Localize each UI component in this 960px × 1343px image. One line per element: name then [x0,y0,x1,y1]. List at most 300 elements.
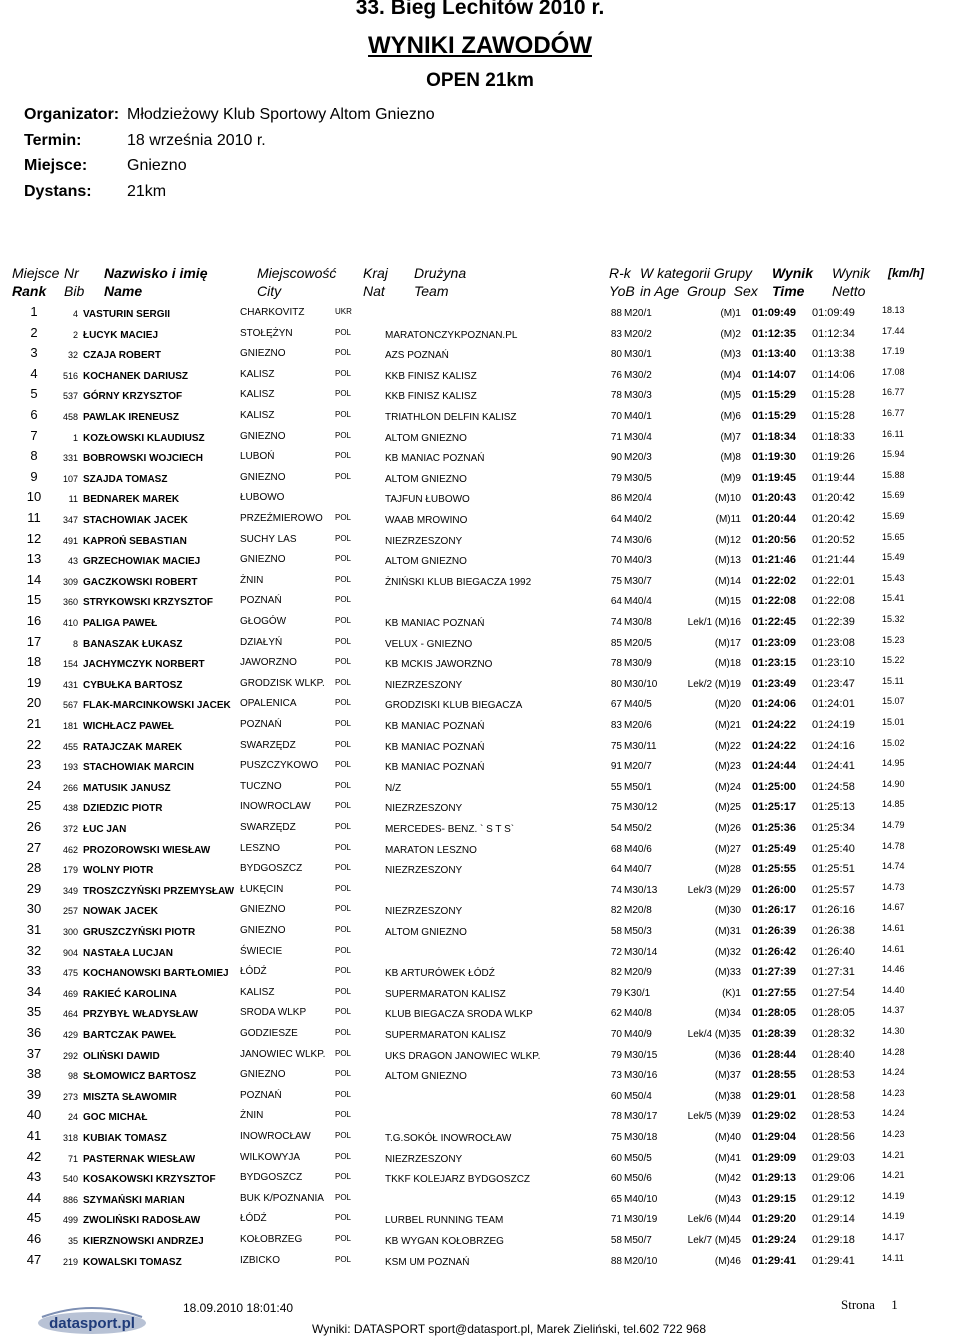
nat-cell: POL [335,389,352,399]
category-cell: K30/1 [624,987,651,999]
runner-name: SZYMAŃSKI MARIAN [83,1194,185,1206]
speed-cell: 15.65 [882,531,905,542]
table-row [0,1127,960,1147]
city-cell: GNIEZNO [240,925,286,936]
category-cell: M30/16 [624,1070,658,1082]
city-cell: KALISZ [240,986,275,998]
speed-cell: 14.19 [882,1211,905,1222]
runner-name: NOWAK JACEK [83,906,159,918]
city-cell: KALISZ [240,389,275,401]
sex-rank-cell: Lek/7 (M)45 [687,1235,741,1246]
netto-cell: 01:28:53 [812,1110,855,1123]
bib-cell: 491 [62,535,78,546]
page-title: 33. Bieg Lechitów 2010 r. [355,0,605,19]
category-cell: M30/1 [624,349,652,361]
team-cell: ALTOM GNIEZNO [385,473,467,485]
city-cell: SRODA WLKP [240,1007,307,1019]
header-group: W kategorii Grupy in Age Group Sex [640,265,758,299]
runner-name: PAWLAK IRENEUSZ [83,412,179,423]
table-row [0,488,960,508]
rank-cell: 8 [30,448,38,464]
rank-cell: 30 [26,901,42,917]
team-cell: ALTOM GNIEZNO [385,556,467,568]
nat-cell: POL [335,451,352,461]
time-cell: 01:24:06 [752,698,797,711]
sex-rank-cell: (M)7 [720,431,741,443]
rank-cell: 15 [26,592,42,608]
bib-cell: 886 [62,1194,78,1205]
netto-cell: 01:25:40 [812,842,855,855]
category-cell: M20/3 [624,452,652,464]
yob-cell: 75 [610,575,622,587]
runner-name: MISZTA SŁAWOMIR [83,1091,177,1103]
date-label: Termin: [24,132,82,149]
speed-cell: 14.61 [882,943,905,954]
time-cell: 01:15:29 [752,410,797,422]
header-team: Drużyna Team [414,265,467,299]
time-cell: 01:29:04 [752,1131,797,1143]
team-cell: SUPERMARATON KALISZ [385,1030,506,1041]
rank-cell: 31 [26,922,42,937]
nat-cell: POL [335,966,352,976]
sex-rank-cell: (M)36 [714,1049,741,1061]
time-cell: 01:19:30 [752,451,797,464]
yob-cell: 55 [610,781,622,793]
speed-cell: 14.61 [882,923,905,933]
bib-cell: 349 [62,885,78,896]
table-row [0,756,960,776]
sex-rank-cell: (M)20 [714,699,741,711]
rank-cell: 34 [26,983,42,999]
bib-cell: 4 [72,309,78,319]
runner-name: PRZYBYŁ WŁADYSŁAW [83,1009,198,1021]
time-cell: 01:20:44 [752,513,797,525]
team-cell: NIEZRZESZONY [385,1153,463,1165]
speed-cell: 15.01 [882,717,905,727]
runner-name: CYBUŁKA BARTOSZ [83,679,183,691]
team-cell: MERCEDES- BENZ. ` S T S` [385,824,515,835]
runner-name: ZWOLIŃSKI RADOSŁAW [83,1215,201,1227]
runner-name: SŁOMOWICZ BARTOSZ [83,1071,197,1083]
runner-name: OLIŃSKI DAWID [83,1050,160,1062]
bib-cell: 475 [62,968,78,979]
time-cell: 01:21:46 [752,554,797,567]
sex-rank-cell: (M)24 [714,781,741,793]
table-row [0,1045,960,1065]
speed-cell: 14.67 [882,902,905,913]
bib-cell: 516 [62,370,78,381]
netto-cell: 01:24:01 [812,698,855,711]
sex-rank-cell: (M)22 [714,740,741,752]
city-cell: SWARZĘDZ [240,822,296,833]
table-row [0,983,960,1003]
speed-cell: 15.23 [882,634,905,645]
rank-cell: 41 [26,1128,42,1143]
netto-cell: 01:25:13 [812,801,855,814]
team-cell: UKS DRAGON JANOWIEC WLKP. [385,1050,541,1062]
bib-cell: 458 [62,412,78,422]
runner-name: KIERZNOWSKI ANDRZEJ [83,1236,204,1247]
runner-name: BARTCZAK PAWEŁ [83,1030,177,1041]
nat-cell: POL [335,574,352,584]
netto-cell: 01:20:52 [812,533,855,546]
team-cell: KB ARTURÓWEK ŁÓDŹ [385,968,495,980]
runner-name: GACZKOWSKI ROBERT [83,576,198,588]
runner-name: RAKIEĆ KAROLINA [83,988,177,1000]
category-cell: M30/15 [624,1049,658,1061]
category-cell: M50/7 [624,1235,652,1246]
speed-cell: 18.13 [882,305,905,315]
speed-cell: 14.24 [882,1108,905,1119]
netto-cell: 01:22:08 [812,595,855,608]
table-row [0,344,960,364]
table-row [0,1168,960,1188]
city-cell: PUSZCZYKOWO [240,760,319,772]
rank-cell: 46 [26,1231,42,1246]
rank-cell: 19 [26,674,42,690]
city-cell: LUBOŃ [240,451,275,463]
netto-cell: 01:28:56 [812,1131,855,1143]
speed-cell: 14.30 [882,1026,905,1036]
sex-rank-cell: (M)18 [714,658,741,670]
speed-cell: 14.24 [882,1067,905,1078]
sex-rank-cell: (M)32 [714,946,741,958]
city-cell: JAWORZNO [240,657,297,669]
speed-cell: 14.79 [882,820,905,830]
bib-cell: 360 [62,597,78,608]
organizer-value: Młodzieżowy Klub Sportowy Altom Gniezno [127,106,435,123]
speed-cell: 15.41 [882,593,905,604]
organizer-label: Organizator: [24,106,120,123]
runner-name: VASTURIN SERGII [83,309,171,320]
city-cell: JANOWIEC WLKP. [240,1048,326,1060]
sex-rank-cell: (M)1 [720,308,741,319]
city-cell: ŚWIECIE [240,945,283,957]
speed-cell: 14.11 [882,1252,904,1263]
rank-cell: 4 [30,365,38,381]
bib-cell: 11 [68,494,78,505]
rank-cell: 35 [26,1004,42,1020]
speed-cell: 14.78 [882,840,905,851]
sex-rank-cell: (M)40 [714,1132,741,1143]
runner-name: KAPROŃ SEBASTIAN [83,535,187,547]
sex-rank-cell: (M)41 [714,1152,741,1164]
nat-cell: POL [335,513,352,522]
rank-cell: 10 [26,489,42,505]
sex-rank-cell: (M)21 [714,720,741,731]
sex-rank-cell: (M)17 [714,637,741,649]
team-cell: KB MANIAC POZNAŃ [385,453,485,465]
team-cell: TRIATHLON DELFIN KALISZ [385,412,517,423]
nat-cell: UKR [335,307,352,316]
time-cell: 01:22:08 [752,595,797,608]
sex-rank-cell: (M)3 [720,349,741,361]
table-row [0,1106,960,1126]
category-cell: M20/4 [624,493,652,505]
category-cell: M40/2 [624,514,652,525]
runner-name: KOWALSKI TOMASZ [83,1256,182,1268]
runner-name: DZIEDZIC PIOTR [83,803,163,815]
city-cell: ŁÓDŹ [240,966,267,978]
nat-cell: POL [335,1234,352,1243]
table-row [0,324,960,344]
table-row [0,612,960,632]
table-row [0,1065,960,1085]
city-cell: PRZEŹMIEROWO [240,513,323,524]
time-cell: 01:18:34 [752,430,797,443]
sex-rank-cell: (M)4 [720,369,741,381]
table-row [0,365,960,385]
time-cell: 01:25:49 [752,842,797,855]
category-cell: M30/4 [624,431,652,443]
bib-cell: 469 [62,988,78,999]
table-row [0,633,960,653]
category-cell: M20/8 [624,905,652,917]
time-cell: 01:23:49 [752,677,797,690]
netto-cell: 01:13:38 [812,348,855,361]
netto-cell: 01:12:34 [812,327,855,340]
bib-cell: 71 [67,1153,78,1164]
category-cell: M50/4 [624,1090,652,1102]
speed-cell: 14.90 [882,778,905,789]
city-cell: GODZIESZE [240,1028,298,1039]
city-cell: STOŁĘŻYN [240,327,293,339]
sex-rank-cell: (M)9 [720,472,741,484]
print-timestamp: 18.09.2010 18:01:40 [183,1301,294,1315]
netto-cell: 01:20:42 [812,513,855,525]
team-cell: NIEZRZESZONY [385,906,463,918]
runner-name: ŁUCYK MACIEJ [83,329,159,341]
netto-cell: 01:26:40 [812,945,855,958]
yob-cell: 82 [610,967,622,979]
speed-cell: 15.43 [882,572,905,583]
nat-cell: POL [335,719,352,728]
speed-cell: 15.69 [882,490,905,501]
city-cell: ŁUKĘCIN [240,883,284,895]
speed-cell: 14.73 [882,881,905,892]
yob-cell: 74 [610,617,622,628]
speed-cell: 15.02 [882,737,905,748]
city-cell: GNIEZNO [240,1069,286,1081]
netto-cell: 01:21:44 [812,554,855,567]
nat-cell: POL [335,1192,352,1202]
nat-cell: POL [335,1172,352,1182]
netto-cell: 01:28:32 [812,1028,855,1040]
rank-cell: 47 [26,1251,42,1267]
nat-cell: POL [335,677,352,687]
yob-cell: 76 [610,369,622,381]
nat-cell: POL [335,471,352,481]
sex-rank-cell: (M)33 [714,967,741,979]
sex-rank-cell: (M)10 [714,493,741,505]
yob-cell: 75 [610,802,622,814]
city-cell: OPALENICA [240,698,297,710]
category-cell: M40/7 [624,864,652,876]
speed-cell: 15.69 [882,511,905,521]
yob-cell: 82 [610,905,622,917]
runner-name: GOC MICHAŁ [83,1112,148,1124]
city-cell: BUK K/POZNANIA [240,1192,324,1204]
rank-cell: 40 [26,1107,42,1123]
yob-cell: 88 [610,1255,622,1267]
bib-cell: 193 [62,762,78,773]
city-cell: INOWROCLAW [240,801,311,813]
sex-rank-cell: (M)38 [714,1090,741,1102]
sex-rank-cell: Lek/4 (M)35 [687,1029,741,1040]
category-cell: M40/6 [624,843,652,855]
speed-cell: 17.08 [882,366,905,377]
city-cell: LESZNO [240,842,281,854]
rank-cell: 37 [26,1045,42,1061]
rank-cell: 12 [26,530,42,546]
sex-rank-cell: (M)42 [714,1173,741,1185]
rank-cell: 13 [26,551,42,567]
table-row [0,715,960,735]
category-cell: M50/5 [624,1152,652,1164]
sex-rank-cell: Lek/6 (M)44 [687,1214,741,1226]
sex-rank-cell: Lek/2 (M)19 [687,678,741,690]
category-cell: M20/5 [624,637,652,649]
bib-cell: 107 [62,473,78,484]
rank-cell: 7 [30,427,38,443]
runner-name: GÓRNY KRZYSZTOF [83,391,183,403]
runner-name: KUBIAK TOMASZ [83,1133,167,1144]
speed-cell: 15.32 [882,614,905,624]
yob-cell: 78 [610,658,622,670]
category-cell: M30/19 [624,1214,658,1226]
yob-cell: 54 [610,823,622,834]
category-cell: M20/10 [624,1255,658,1267]
time-cell: 01:29:24 [752,1234,797,1246]
table-row [0,530,960,550]
speed-cell: 14.40 [882,984,905,995]
distance-label: Dystans: [24,183,92,200]
rank-cell: 3 [30,345,38,361]
table-row [0,385,960,405]
netto-cell: 01:29:14 [812,1213,855,1226]
team-cell: KB MANIAC POZNAŃ [385,618,485,629]
category-cell: M20/1 [624,308,652,319]
city-cell: BYDGOSZCZ [240,1172,303,1184]
category-cell: M30/12 [624,802,658,814]
time-cell: 01:26:39 [752,925,797,937]
bib-cell: 455 [62,741,78,752]
table-row [0,1003,960,1023]
time-cell: 01:19:45 [752,471,797,484]
bib-cell: 410 [62,618,78,628]
runner-name: ŁUC JAN [83,824,127,835]
netto-cell: 01:23:10 [812,657,855,670]
category-cell: M40/1 [624,411,652,422]
yob-cell: 88 [610,308,622,319]
nat-cell: POL [335,554,352,564]
header-nat: Kraj Nat [363,265,388,299]
team-cell: TAJFUN ŁUBOWO [385,494,470,506]
netto-cell: 01:25:34 [812,822,855,834]
category-cell: M30/14 [624,946,658,958]
time-cell: 01:29:01 [752,1089,797,1102]
time-cell: 01:29:20 [752,1213,797,1226]
table-row [0,427,960,447]
rank-cell: 17 [26,633,42,649]
runner-name: FLAK-MARCINKOWSKI JACEK [83,700,231,712]
bib-cell: 219 [62,1256,78,1267]
netto-cell: 01:14:06 [812,368,855,381]
speed-cell: 14.46 [882,964,905,975]
bib-cell: 8 [72,638,78,649]
bib-cell: 35 [67,1236,78,1246]
sex-rank-cell: (M)31 [714,926,741,937]
speed-cell: 15.94 [882,449,905,460]
city-cell: DZIAŁYŃ [240,636,283,648]
runner-name: JACHYMCZYK NORBERT [83,659,205,671]
team-cell: ALTOM GNIEZNO [385,927,467,938]
sex-rank-cell: (M)12 [714,534,741,546]
category-cell: M20/6 [624,720,652,731]
netto-cell: 01:24:41 [812,760,855,773]
city-cell: ŁÓDŹ [240,1213,267,1225]
city-cell: POZNAŃ [240,595,282,607]
time-cell: 01:25:00 [752,780,797,793]
nat-cell: POL [335,1069,352,1079]
city-cell: GNIEZNO [240,348,286,360]
speed-cell: 15.88 [882,469,905,480]
bib-cell: 181 [62,721,78,731]
yob-cell: 80 [610,678,622,690]
category-cell: M30/18 [624,1132,658,1143]
table-row [0,942,960,962]
speed-cell: 14.19 [882,1190,905,1201]
place-label: Miejsce: [24,157,88,174]
yob-cell: 70 [610,1029,622,1040]
speed-cell: 14.23 [882,1129,905,1139]
category-cell: M40/3 [624,555,652,567]
runner-name: WOLNY PIOTR [83,865,154,877]
runner-name: SZAJDA TOMASZ [83,473,168,485]
rank-cell: 11 [27,510,41,525]
runner-name: KOCHANEK DARIUSZ [83,370,188,382]
category-cell: M50/6 [624,1173,652,1185]
category-cell: M20/2 [624,328,652,340]
rank-cell: 39 [26,1086,42,1102]
yob-cell: 78 [610,1111,622,1123]
team-cell: KB MANIAC POZNAŃ [385,741,485,753]
time-cell: 01:24:22 [752,739,797,752]
sex-rank-cell: (M)14 [714,575,741,587]
sex-rank-cell: (M)30 [714,905,741,917]
yob-cell: 75 [610,740,622,752]
category-cell: M40/10 [624,1193,658,1205]
time-cell: 01:26:00 [752,883,797,896]
netto-cell: 01:29:12 [812,1192,855,1205]
sex-rank-cell: (M)2 [720,328,741,340]
runner-name: STRYKOWSKI KRZYSZTOF [83,597,213,609]
time-cell: 01:22:02 [752,574,797,587]
table-row [0,859,960,879]
category-cell: M30/13 [624,884,658,896]
city-cell: CHARKOVITZ [240,307,305,318]
yob-cell: 79 [610,472,622,484]
speed-cell: 14.21 [882,1170,905,1181]
nat-cell: POL [335,327,352,337]
bib-cell: 273 [62,1091,78,1102]
yob-cell: 64 [610,514,622,525]
city-cell: IZBICKO [240,1254,281,1266]
yob-cell: 68 [610,843,622,855]
speed-cell: 16.77 [882,408,905,418]
category-cell: M30/7 [624,575,652,587]
nat-cell: POL [335,616,352,625]
